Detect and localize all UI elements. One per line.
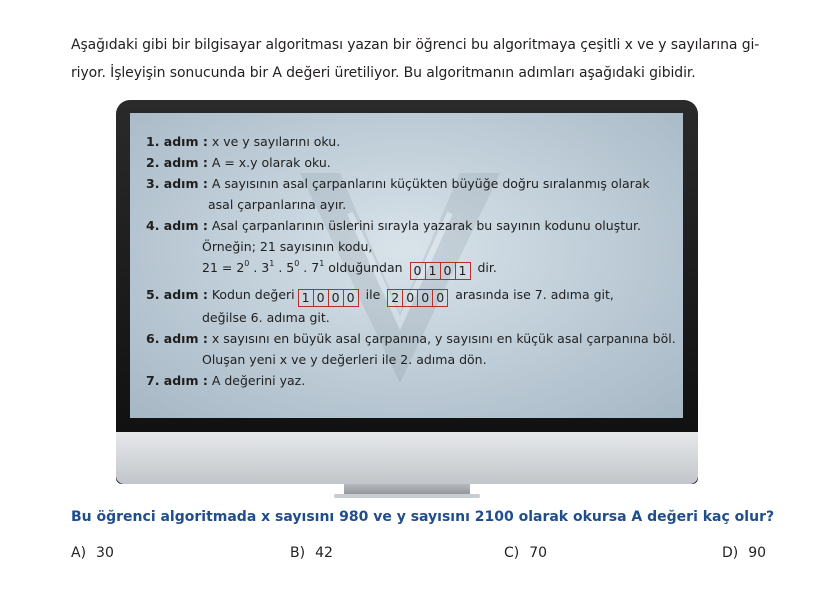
- example-code-boxes: [410, 262, 471, 280]
- step-7: 7. adım : A değerini yaz.: [146, 373, 306, 388]
- step-4-example: $21 = 2^0$ . $3^1$ . $5^0$ . $7^1$ olduğundan 0 1 0 1 dir.: [202, 259, 497, 278]
- step-5-continued: değilse 6. adıma git.: [202, 310, 330, 325]
- code-digit: 0: [440, 262, 456, 280]
- step-4: 4. adım : Asal çarpanlarının üslerini sırayla yazarak bu sayının kodunu oluştur.: [146, 218, 641, 233]
- monitor-screen: [130, 113, 683, 418]
- algorithm-steps: [146, 131, 676, 391]
- monitor-stand-base: [334, 494, 480, 498]
- code-digit: 0: [402, 289, 418, 307]
- code-digit: 0: [432, 289, 448, 307]
- intro-line-1: Aşağıdaki gibi bir bilgisayar algoritması yazan bir öğrenci bu algoritmaya çeşitli x ve y sayılarına gi-: [71, 37, 760, 53]
- step-6-continued: Oluşan yeni x ve y değerleri ile 2. adıma dön.: [202, 352, 487, 367]
- monitor-bezel: [116, 432, 698, 484]
- lower-bound-code-boxes: [298, 289, 359, 307]
- step-5: 5. adım : Kodun değeri 1 0 0 0 ile 2 0 0 0 arasında ise 7. adıma git,: [146, 287, 614, 305]
- code-digit: 0: [313, 289, 329, 307]
- code-digit: 2: [387, 289, 403, 307]
- step-4-example-intro: Örneğin; 21 sayısının kodu,: [202, 239, 373, 254]
- code-digit: 1: [298, 289, 314, 307]
- option-c[interactable]: C) 70: [504, 545, 548, 561]
- code-digit: 0: [410, 262, 426, 280]
- option-a[interactable]: A) 30: [71, 545, 114, 561]
- code-digit: 0: [343, 289, 359, 307]
- code-digit: 0: [328, 289, 344, 307]
- code-digit: 0: [417, 289, 433, 307]
- step-3-continued: asal çarpanlarına ayır.: [208, 197, 347, 212]
- option-b[interactable]: B) 42: [290, 545, 333, 561]
- code-digit: 1: [455, 262, 471, 280]
- intro-line-2: riyor. İşleyişin sonucunda bir A değeri üretiliyor. Bu algoritmanın adımları aşağıdaki gibidir.: [71, 65, 696, 81]
- question-text: Bu öğrenci algoritmada x sayısını 980 ve y sayısını 2100 olarak okursa A değeri kaç olur?: [71, 509, 775, 525]
- upper-bound-code-boxes: [387, 289, 448, 307]
- step-2: 2. adım : A = x.y olarak oku.: [146, 155, 331, 170]
- step-1: 1. adım : x ve y sayılarını oku.: [146, 134, 341, 149]
- code-digit: 1: [425, 262, 441, 280]
- option-d[interactable]: D) 90: [722, 545, 767, 561]
- step-3: 3. adım : A sayısının asal çarpanlarını küçükten büyüğe doğru sıralanmış olarak: [146, 176, 650, 191]
- step-6: 6. adım : x sayısını en büyük asal çarpanına, y sayısını en küçük asal çarpanına böl.: [146, 331, 676, 346]
- intro-paragraph: [71, 31, 771, 87]
